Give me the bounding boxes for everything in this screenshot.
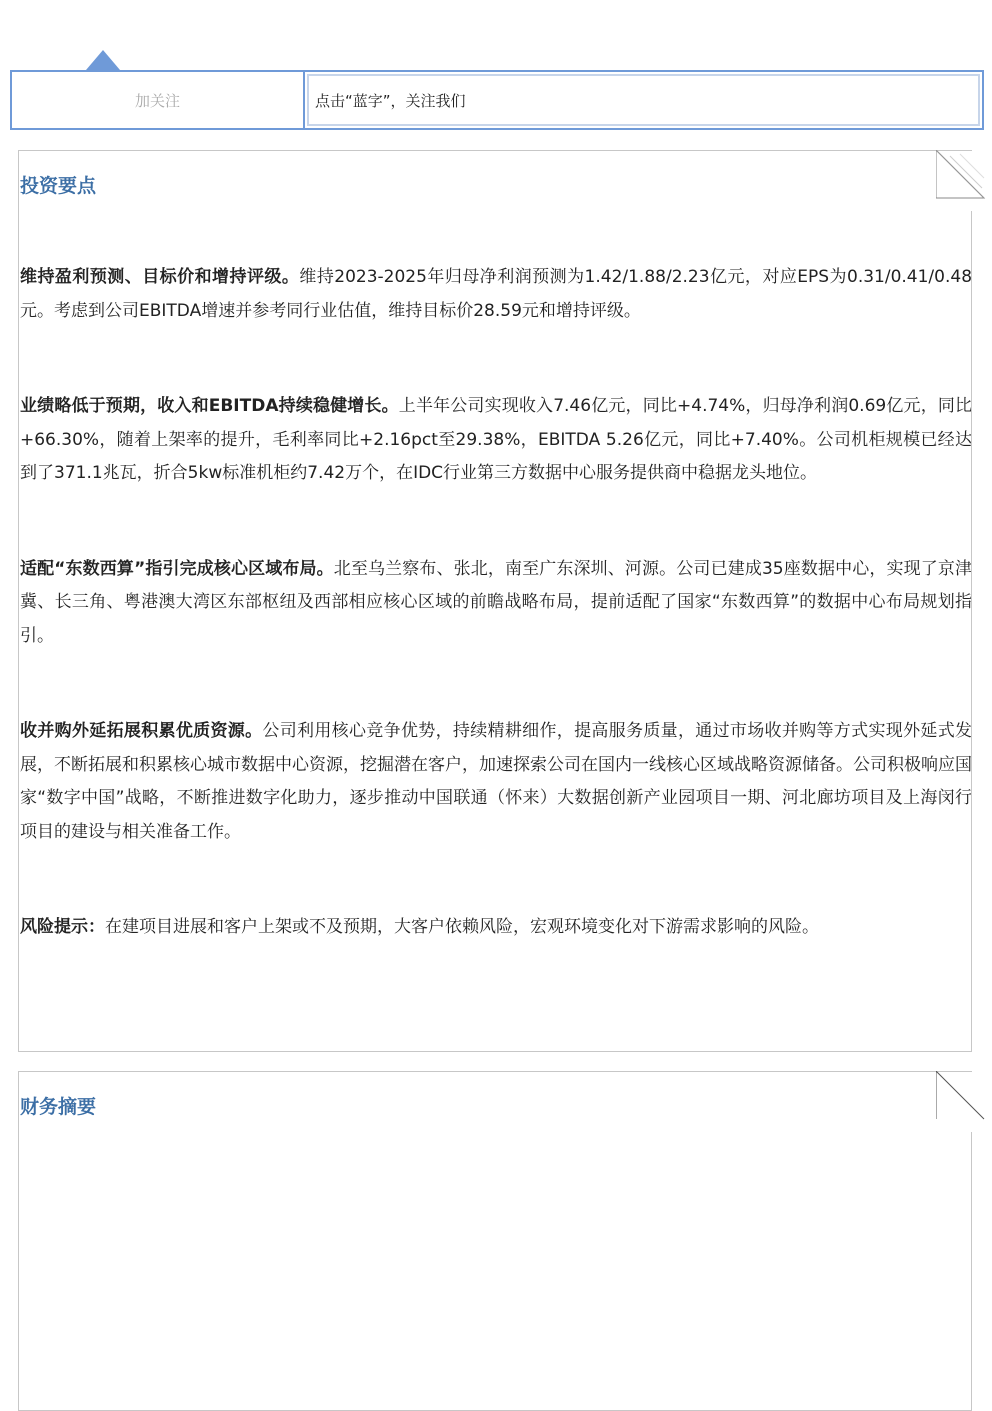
investment-title: 投资要点	[20, 175, 97, 197]
paragraph-body: 上半年公司实现收入7.46亿元，同比+4.74%，归母净利润0.69亿元，同比+66.30%，随着上架率的提升，毛利率同比+2.16pct至29.38%，EBITDA 5.26亿元，同比+7.40%。公司机柜规模已经达到了371.1兆瓦，折合5kw标准机柜约7.42万个，在IDC行业第三方数据中心服务提供商中稳据龙头地位。	[20, 396, 973, 483]
paragraph-forecast	[19, 261, 972, 328]
paragraph-heading: 维持盈利预测、目标价和增持评级。	[20, 267, 300, 287]
page-fold-icon	[936, 150, 986, 200]
follow-arrow-icon	[86, 50, 120, 70]
paragraph-heading: 业绩略低于预期，收入和EBITDA持续稳健增长。	[20, 396, 399, 416]
financial-title: 财务摘要	[20, 1096, 97, 1118]
paragraph-body: 北至乌兰察布、张北，南至广东深圳、河源。公司已建成35座数据中心，实现了京津冀、长三角、粤港澳大湾区东部枢纽及西部相应核心区域的前瞻战略布局，提前适配了国家“东数西算”的数据中心布局规划指引。	[20, 558, 972, 646]
follow-message: 点击“蓝字”，关注我们	[307, 74, 980, 126]
paragraph-heading: 收并购外延拓展积累优质资源。	[20, 721, 263, 741]
paragraph-layout	[19, 553, 972, 654]
investment-card	[18, 150, 972, 1052]
paragraph-body: 维持2023-2025年归母净利润预测为1.42/1.88/2.23亿元，对应EPS为0.31/0.41/0.48元。考虑到公司EBITDA增速并参考同行业估值，维持目标价28.59元和增持评级。	[20, 267, 973, 321]
paragraph-performance	[19, 390, 972, 491]
follow-bar	[10, 70, 984, 130]
paragraph-heading: 适配“东数西算”指引完成核心区域布局。	[20, 558, 334, 579]
paragraph-risk	[19, 911, 972, 945]
paragraph-acquisition	[19, 715, 972, 849]
financial-card	[18, 1071, 972, 1411]
paragraph-heading: 风险提示：	[20, 917, 105, 937]
follow-button[interactable]: 加关注	[12, 72, 305, 128]
page-fold-icon	[936, 1071, 986, 1121]
paragraph-body: 公司利用核心竞争优势，持续精耕细作，提高服务质量，通过市场收并购等方式实现外延式发展，不断拓展和积累核心城市数据中心资源，挖掘潜在客户，加速探索公司在国内一线核心区域战略资源储备。公司积极响应国家“数字中国”战略，不断推进数字化助力，逐步推动中国联通（怀来）大数据创新产业园项目一期、河北廊坊项目及上海闵行项目的建设与相关准备工作。	[20, 721, 973, 842]
paragraph-body: 在建项目进展和客户上架或不及预期，大客户依赖风险，宏观环境变化对下游需求影响的风险。	[105, 917, 819, 937]
